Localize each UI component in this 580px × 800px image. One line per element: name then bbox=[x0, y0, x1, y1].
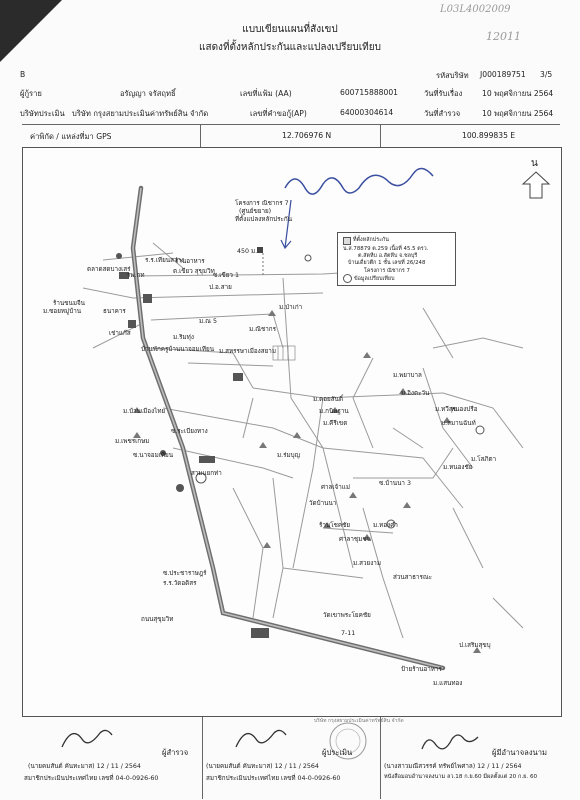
surveyor-name: (นายคมสันต์ คันทะมาส) 12 / 11 / 2564 bbox=[28, 763, 141, 770]
map-label: ม.อิงตะวัน bbox=[401, 390, 430, 397]
logo-letter: B bbox=[20, 70, 26, 79]
authorized-role: ผู้มีอำนาจลงนาม bbox=[492, 748, 548, 757]
code-value: J000189751 bbox=[480, 70, 526, 79]
map-label: ม.ซอยหมู่บ้าน bbox=[43, 308, 82, 315]
map-label: ม.ณิชากร bbox=[249, 326, 276, 333]
map-label: ม.คีรีเขต bbox=[323, 420, 348, 427]
map-label: ม.พยาบาล bbox=[393, 372, 422, 379]
map-label: ร.ร.เทียนสว่าง bbox=[145, 257, 185, 264]
map-label: ร.ร.วัดอดิสร bbox=[163, 580, 197, 587]
map-label: ม.เพชรเกษม bbox=[115, 438, 150, 445]
survey-value: 10 พฤศจิกายน 2564 bbox=[482, 109, 554, 118]
map-label: ม.โสภิตา bbox=[471, 456, 497, 463]
surveyor-member: สมาชิกประเมินประเทศไทย เลขที่ 04-0-0926-60 bbox=[24, 775, 159, 782]
map-label: ม.ป่าเก่า bbox=[279, 304, 303, 311]
map-label: สามแยกท่า bbox=[191, 470, 222, 477]
signature-section bbox=[22, 716, 560, 799]
map-label: ตลาดสดบางเสร่ bbox=[87, 266, 131, 273]
map-label: ซ.บ้านนา 3 bbox=[379, 480, 411, 487]
project-label-2: (ศูนย์ขยาย) bbox=[239, 208, 272, 215]
signature-scribbles bbox=[22, 721, 560, 761]
received-label: วันที่รับเรื่อง bbox=[424, 89, 463, 98]
map-label: ซ.นาจอมเทียน bbox=[133, 452, 174, 459]
request-value: 64000304614 bbox=[340, 108, 394, 117]
map-label: ม.สมานฉันท์ bbox=[441, 420, 476, 427]
map-label: ป้ายร้านอาหาร bbox=[401, 666, 442, 673]
map-label: ซ.ประชาราษฎร์ bbox=[163, 570, 207, 577]
project-label-1: โครงการ ณิชากร 7 bbox=[235, 200, 289, 207]
legend-compare-swatch bbox=[343, 274, 352, 283]
map-label: ม.ดอยสันติ์ bbox=[313, 396, 343, 403]
gps-label: ค่าพิกัด / แหล่งที่มา GPS bbox=[30, 132, 112, 141]
map-label: ถนนสุขุมวิท bbox=[141, 616, 174, 623]
file-value: 600715888001 bbox=[340, 88, 398, 97]
document-title: แบบเขียนแผนที่สังเขป bbox=[242, 24, 338, 35]
map-label: ป.อ.สาย bbox=[209, 284, 232, 291]
north-arrow bbox=[521, 156, 549, 200]
map-label: ม.ริมทุ่ง bbox=[173, 334, 194, 341]
appraiser-role: ผู้ประเมิน bbox=[322, 748, 353, 757]
map-label: เช่าแก๊ส bbox=[109, 330, 131, 337]
company-label: บริษัทประเมิน bbox=[20, 109, 65, 118]
map-label: ม.แสนทอง bbox=[433, 680, 463, 687]
map-label: ม.ทวีสุข bbox=[435, 406, 457, 413]
appraiser-member: สมาชิกประเมินประเทศไทย เลขที่ 04-0-0926-60 bbox=[206, 775, 341, 782]
map-label: รพ.กท bbox=[127, 272, 145, 279]
document-subtitle: แสดงที่ตั้งหลักประกันและแปลงเปรียบเทียบ bbox=[199, 42, 381, 53]
survey-label: วันที่สำรวจ bbox=[424, 109, 461, 118]
map-label: ม.ทองคำ bbox=[373, 522, 398, 529]
north-arrow-icon bbox=[521, 170, 551, 200]
map-label: 7-11 bbox=[341, 630, 356, 637]
header-divider bbox=[22, 124, 560, 125]
map-label: ม.หนองชัย bbox=[443, 464, 473, 471]
map-label: วัดบ้านนา bbox=[309, 500, 337, 507]
map-label: วัดเขาพระโยคชัย bbox=[323, 612, 371, 619]
gps-divider-1 bbox=[200, 124, 201, 147]
map-label: ม.ณ 5 bbox=[199, 318, 218, 325]
code-label: รหัสบริษัท bbox=[436, 71, 469, 80]
map-label: ม.บ้านเมืองไทย bbox=[123, 408, 166, 415]
legend-line-2: น.ส.78879 ต.259 เนื้อที่ 45.5 ตรว. bbox=[343, 246, 429, 252]
map-label: ม.กนิษฐาน bbox=[319, 408, 349, 415]
map-label: บ้านพักครูบ้านนาจอมเทียน bbox=[141, 346, 214, 353]
map-frame bbox=[22, 147, 562, 717]
north-label: น bbox=[531, 158, 538, 169]
owner-value: อรัญญา จรัสฤทธิ์ bbox=[120, 89, 176, 98]
map-label: ร้านอาหาร bbox=[175, 258, 205, 265]
company-value: บริษัท กรุงสยามประเมินค่าทรัพย์สิน จำกัด bbox=[72, 109, 209, 118]
distance-label: 450 ม. bbox=[237, 248, 258, 255]
map-label: ร้านขนมจีน bbox=[53, 300, 85, 307]
file-label: เลขที่แฟ้ม (AA) bbox=[240, 89, 292, 98]
map-label: ต.เขียว สุขุมวิท bbox=[173, 268, 215, 275]
handwritten-number: 12011 bbox=[486, 30, 521, 43]
map-label: ศาลาชุมชน bbox=[339, 536, 371, 543]
map-label: ซ.ระเบียงทาง bbox=[171, 428, 208, 435]
map-label: ม.สวยงาม bbox=[353, 560, 381, 567]
legend-line-6: ข้อมูลเปรียบเทียบ bbox=[354, 276, 395, 282]
legend-line-1: ที่ตั้งหลักประกัน bbox=[353, 237, 389, 243]
handwritten-reference: L03L4002009 bbox=[440, 4, 511, 15]
legend-line-3: ต.สัตหีบ อ.สัตหีบ จ.ชลบุรี bbox=[358, 253, 418, 259]
page-number: 3/5 bbox=[540, 70, 553, 79]
appraiser-name: (นายคมสันต์ คันทะมาส) 12 / 11 / 2564 bbox=[206, 763, 319, 770]
map-label: หนองปรือ bbox=[451, 406, 478, 413]
legend-line-4: บ้านเดี่ยวตึก 1 ชั้น เลขที่ 26/248 bbox=[348, 260, 426, 266]
owner-label: ผู้กู้ราย bbox=[20, 89, 42, 98]
received-value: 10 พฤศจิกายน 2564 bbox=[482, 89, 554, 98]
legend-line-5: โครงการ ณิชากร 7 bbox=[364, 268, 410, 274]
road-map bbox=[23, 148, 561, 716]
map-label: ศาลเจ้าแม่ bbox=[321, 484, 350, 491]
authorized-member: หนังสือมอบอำนาจลงนาม ลว.18 ก.ย.60 มีผลตั้งแต่ 20 ก.ย. 60 bbox=[384, 774, 538, 780]
map-label: ป.เสริมสุขบุ bbox=[459, 642, 491, 649]
surveyor-role: ผู้สำรวจ bbox=[162, 748, 189, 757]
company-stamp: บริษัท กรุงสยามประเมินค่าทรัพย์สิน จำกัด bbox=[314, 718, 404, 724]
project-label-3: ที่ตั้งแปลงหลักประกัน bbox=[235, 216, 293, 223]
map-label: ธนาคาร bbox=[103, 308, 126, 315]
authorized-name: (นางสาวมณีสวรรค์ ทรัพย์ไพศาล) 12 / 11 / 2564 bbox=[384, 763, 522, 770]
map-label: ม.ร่มบุญ bbox=[277, 452, 301, 459]
latitude: 12.706976 N bbox=[282, 131, 332, 140]
map-label: ม.สหรรษาเมืองสยาม bbox=[219, 348, 276, 355]
request-label: เลขที่คำขอกู้(AP) bbox=[250, 109, 307, 118]
map-legend bbox=[337, 232, 456, 286]
map-label: ซ.เขียว 1 bbox=[213, 272, 239, 279]
map-label: ร้านโชคชัย bbox=[319, 522, 351, 529]
map-label: ส่วนสาธารณะ bbox=[393, 574, 433, 581]
longitude: 100.899835 E bbox=[462, 131, 516, 140]
gps-divider-2 bbox=[380, 124, 381, 147]
legend-property-swatch bbox=[343, 237, 351, 245]
